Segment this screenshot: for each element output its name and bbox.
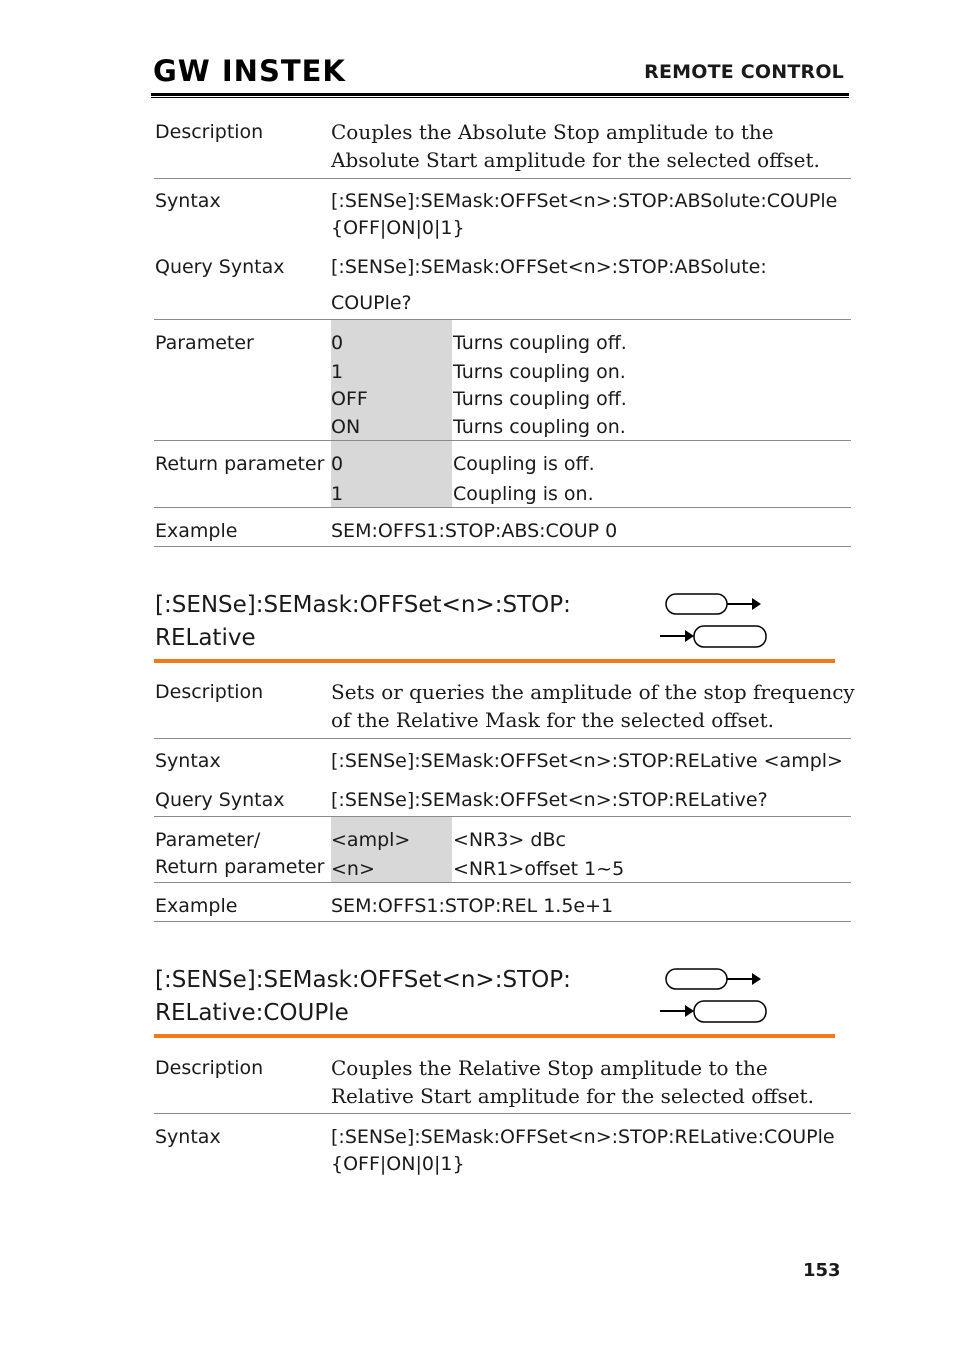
syntax-line: {OFF|ON|0|1}	[331, 217, 465, 239]
command-title-line: RELative	[155, 625, 256, 651]
set-command-icon	[666, 594, 761, 614]
description-line: Relative Start amplitude for the selected offset.	[331, 1084, 814, 1108]
query-syntax-label: Query Syntax	[155, 789, 285, 811]
gw-instek-logo-text: GW INSTEK	[153, 54, 346, 88]
parameter-value: ON	[331, 416, 361, 438]
row-divider	[154, 440, 851, 441]
command-title-line: [:SENSe]:SEMask:OFFSet<n>:STOP:	[155, 592, 571, 618]
parameter-label: Return parameter	[155, 856, 325, 878]
parameter-desc: <NR3> dBc	[453, 829, 566, 851]
parameter-desc: Turns coupling off.	[453, 332, 627, 354]
query-command-icon	[660, 1001, 766, 1022]
return-value: 0	[331, 453, 344, 475]
description-line: of the Relative Mask for the selected offset.	[331, 708, 774, 732]
section-rule	[154, 1034, 835, 1038]
query-syntax-label: Query Syntax	[155, 256, 285, 278]
syntax-line: [:SENSe]:SEMask:OFFSet<n>:STOP:ABSolute:COUPle	[331, 190, 838, 212]
example-label: Example	[155, 895, 238, 917]
parameter-label: Parameter/	[155, 829, 261, 851]
set-command-icon	[666, 969, 761, 989]
row-divider	[154, 178, 851, 179]
parameter-desc: <NR1>offset 1~5	[453, 858, 625, 880]
query-syntax-line: [:SENSe]:SEMask:OFFSet<n>:STOP:RELative?	[331, 789, 768, 811]
parameter-value: 0	[331, 332, 344, 354]
row-divider	[154, 319, 851, 320]
set-query-icon	[660, 592, 768, 642]
section-rule	[154, 659, 835, 663]
row-divider	[154, 1113, 851, 1114]
row-divider	[154, 882, 851, 883]
gw-instek-logo	[153, 54, 346, 88]
parameter-desc: Turns coupling on.	[453, 361, 626, 383]
page-number: 153	[803, 1260, 841, 1281]
query-command-icon	[660, 626, 766, 647]
row-divider	[154, 738, 851, 739]
return-value-shade	[331, 441, 452, 507]
return-parameter-label: Return parameter	[155, 453, 325, 475]
description-line: Sets or queries the amplitude of the stop frequency	[331, 680, 855, 704]
set-query-icon	[660, 967, 768, 1017]
row-divider	[154, 816, 851, 817]
syntax-label: Syntax	[155, 1126, 221, 1148]
description-label: Description	[155, 121, 264, 143]
parameter-label: Parameter	[155, 332, 254, 354]
syntax-label: Syntax	[155, 750, 221, 772]
header-rule	[151, 93, 849, 96]
example-label: Example	[155, 520, 238, 542]
parameter-value: <ampl>	[331, 829, 411, 851]
row-divider	[154, 921, 851, 922]
section-title: REMOTE CONTROL	[644, 61, 844, 83]
query-syntax-line: COUPle?	[331, 292, 412, 314]
return-desc: Coupling is off.	[453, 453, 595, 475]
syntax-line: [:SENSe]:SEMask:OFFSet<n>:STOP:RELative <ampl>	[331, 750, 843, 772]
description-line: Absolute Start amplitude for the selected offset.	[331, 148, 820, 172]
description-label: Description	[155, 681, 264, 703]
parameter-value: 1	[331, 361, 344, 383]
parameter-value: OFF	[331, 388, 368, 410]
parameter-desc: Turns coupling off.	[453, 388, 627, 410]
syntax-line: [:SENSe]:SEMask:OFFSet<n>:STOP:RELative:COUPle	[331, 1126, 835, 1148]
return-value: 1	[331, 483, 344, 505]
description-label: Description	[155, 1057, 264, 1079]
syntax-label: Syntax	[155, 190, 221, 212]
example-value: SEM:OFFS1:STOP:ABS:COUP 0	[331, 520, 618, 542]
parameter-desc: Turns coupling on.	[453, 416, 626, 438]
description-line: Couples the Absolute Stop amplitude to the	[331, 120, 774, 144]
header-rule-thin	[151, 97, 849, 98]
return-desc: Coupling is on.	[453, 483, 594, 505]
command-title-line: [:SENSe]:SEMask:OFFSet<n>:STOP:	[155, 967, 571, 993]
query-syntax-line: [:SENSe]:SEMask:OFFSet<n>:STOP:ABSolute:	[331, 256, 767, 278]
command-title-line: RELative:COUPle	[155, 1000, 349, 1026]
description-line: Couples the Relative Stop amplitude to the	[331, 1056, 768, 1080]
syntax-line: {OFF|ON|0|1}	[331, 1153, 465, 1175]
row-divider	[154, 546, 851, 547]
parameter-value: <n>	[331, 858, 375, 880]
row-divider	[154, 507, 851, 508]
example-value: SEM:OFFS1:STOP:REL 1.5e+1	[331, 895, 614, 917]
